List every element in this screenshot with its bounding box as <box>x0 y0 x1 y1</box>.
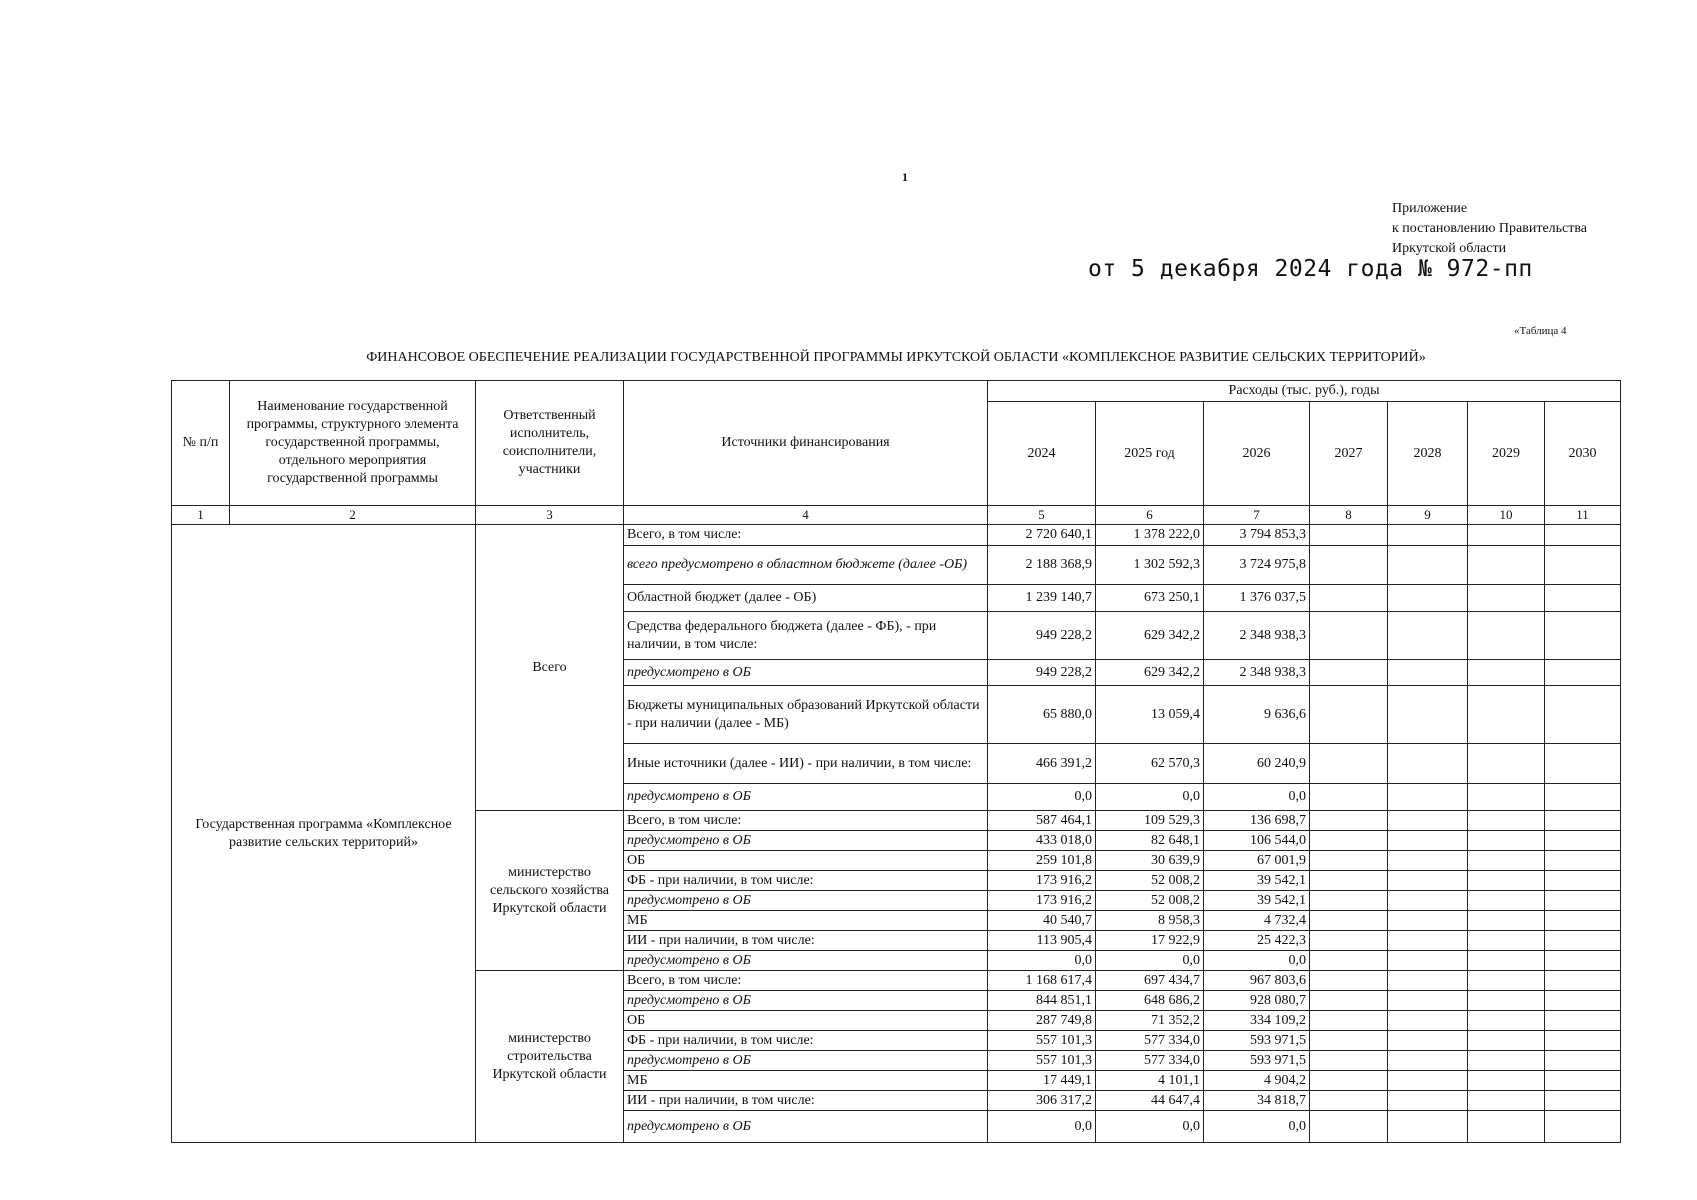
value-2027 <box>1310 585 1388 612</box>
column-number: 7 <box>1204 506 1310 525</box>
source-cell: Областной бюджет (далее - ОБ) <box>624 585 988 612</box>
executor-cell: Всего <box>476 525 624 811</box>
value-2027 <box>1310 871 1388 891</box>
column-number: 4 <box>624 506 988 525</box>
value-2026: 4 732,4 <box>1204 911 1310 931</box>
value-2026: 2 348 938,3 <box>1204 660 1310 686</box>
value-2028 <box>1388 1011 1468 1031</box>
value-2030 <box>1545 1051 1621 1071</box>
value-2030 <box>1545 991 1621 1011</box>
value-2025: 62 570,3 <box>1096 744 1204 784</box>
value-2028 <box>1388 660 1468 686</box>
value-2030 <box>1545 871 1621 891</box>
value-2030 <box>1545 744 1621 784</box>
value-2026: 593 971,5 <box>1204 1051 1310 1071</box>
source-cell: предусмотрено в ОБ <box>624 991 988 1011</box>
value-2024: 0,0 <box>988 1111 1096 1143</box>
value-2028 <box>1388 686 1468 744</box>
value-2028 <box>1388 971 1468 991</box>
value-2024: 557 101,3 <box>988 1031 1096 1051</box>
header-year: 2025 год <box>1096 402 1204 506</box>
value-2026: 60 240,9 <box>1204 744 1310 784</box>
value-2029 <box>1468 546 1545 585</box>
value-2027 <box>1310 931 1388 951</box>
source-cell: ОБ <box>624 851 988 871</box>
source-cell: ИИ - при наличии, в том числе: <box>624 931 988 951</box>
header-executor: Ответственный исполнитель, соисполнители, участники <box>476 381 624 506</box>
value-2030 <box>1545 546 1621 585</box>
value-2025: 1 302 592,3 <box>1096 546 1204 585</box>
value-2029 <box>1468 971 1545 991</box>
value-2029 <box>1468 525 1545 546</box>
value-2025: 0,0 <box>1096 1111 1204 1143</box>
value-2029 <box>1468 931 1545 951</box>
financing-table <box>171 380 1621 1143</box>
header-year: 2028 <box>1388 402 1468 506</box>
value-2026: 593 971,5 <box>1204 1031 1310 1051</box>
value-2024: 65 880,0 <box>988 686 1096 744</box>
program-name-cell: Государственная программа «Комплексное развитие сельских территорий» <box>172 525 476 1143</box>
appendix-line-1: Приложение <box>1392 201 1468 216</box>
column-number: 11 <box>1545 506 1621 525</box>
source-cell: предусмотрено в ОБ <box>624 784 988 811</box>
value-2030 <box>1545 971 1621 991</box>
header-name: Наименование государственной программы, структурного элемента государственной программы, отдельного мероприятия государственной программы <box>230 381 476 506</box>
value-2026: 39 542,1 <box>1204 871 1310 891</box>
value-2030 <box>1545 585 1621 612</box>
value-2026: 334 109,2 <box>1204 1011 1310 1031</box>
source-cell: предусмотрено в ОБ <box>624 1111 988 1143</box>
value-2025: 8 958,3 <box>1096 911 1204 931</box>
value-2029 <box>1468 660 1545 686</box>
executor-cell: министерство сельского хозяйства Иркутской области <box>476 811 624 971</box>
column-number: 9 <box>1388 506 1468 525</box>
value-2025: 648 686,2 <box>1096 991 1204 1011</box>
column-number: 5 <box>988 506 1096 525</box>
value-2028 <box>1388 931 1468 951</box>
value-2025: 44 647,4 <box>1096 1091 1204 1111</box>
value-2027 <box>1310 1011 1388 1031</box>
value-2025: 30 639,9 <box>1096 851 1204 871</box>
value-2030 <box>1545 811 1621 831</box>
value-2027 <box>1310 612 1388 660</box>
value-2029 <box>1468 612 1545 660</box>
value-2027 <box>1310 911 1388 931</box>
value-2029 <box>1468 784 1545 811</box>
table-reference: «Таблица 4 <box>1514 325 1567 337</box>
value-2027 <box>1310 525 1388 546</box>
value-2028 <box>1388 546 1468 585</box>
value-2025: 1 378 222,0 <box>1096 525 1204 546</box>
value-2024: 17 449,1 <box>988 1071 1096 1091</box>
value-2028 <box>1388 525 1468 546</box>
value-2027 <box>1310 660 1388 686</box>
column-number: 8 <box>1310 506 1388 525</box>
value-2027 <box>1310 971 1388 991</box>
value-2024: 306 317,2 <box>988 1091 1096 1111</box>
header-year: 2024 <box>988 402 1096 506</box>
header-num: № п/п <box>172 381 230 506</box>
value-2024: 2 188 368,9 <box>988 546 1096 585</box>
value-2029 <box>1468 1111 1545 1143</box>
value-2030 <box>1545 911 1621 931</box>
value-2027 <box>1310 811 1388 831</box>
value-2027 <box>1310 1071 1388 1091</box>
value-2025: 697 434,7 <box>1096 971 1204 991</box>
value-2028 <box>1388 1091 1468 1111</box>
value-2028 <box>1388 784 1468 811</box>
value-2026: 2 348 938,3 <box>1204 612 1310 660</box>
source-cell: Всего, в том числе: <box>624 811 988 831</box>
value-2030 <box>1545 686 1621 744</box>
decree-date-number: от 5 декабря 2024 года № 972-пп <box>1088 256 1533 282</box>
value-2024: 113 905,4 <box>988 931 1096 951</box>
value-2028 <box>1388 1051 1468 1071</box>
appendix-block <box>1392 199 1587 259</box>
value-2028 <box>1388 911 1468 931</box>
value-2027 <box>1310 851 1388 871</box>
value-2030 <box>1545 1031 1621 1051</box>
value-2028 <box>1388 891 1468 911</box>
source-cell: всего предусмотрено в областном бюджете (далее -ОБ) <box>624 546 988 585</box>
value-2024: 1 168 617,4 <box>988 971 1096 991</box>
value-2029 <box>1468 811 1545 831</box>
value-2027 <box>1310 951 1388 971</box>
value-2026: 106 544,0 <box>1204 831 1310 851</box>
value-2030 <box>1545 1111 1621 1143</box>
value-2026: 25 422,3 <box>1204 931 1310 951</box>
value-2028 <box>1388 1111 1468 1143</box>
value-2026: 967 803,6 <box>1204 971 1310 991</box>
value-2027 <box>1310 1111 1388 1143</box>
value-2030 <box>1545 1091 1621 1111</box>
value-2024: 557 101,3 <box>988 1051 1096 1071</box>
value-2028 <box>1388 585 1468 612</box>
source-cell: предусмотрено в ОБ <box>624 951 988 971</box>
value-2027 <box>1310 546 1388 585</box>
value-2026: 4 904,2 <box>1204 1071 1310 1091</box>
value-2026: 1 376 037,5 <box>1204 585 1310 612</box>
value-2025: 71 352,2 <box>1096 1011 1204 1031</box>
value-2027 <box>1310 1091 1388 1111</box>
value-2029 <box>1468 1071 1545 1091</box>
source-cell: ФБ - при наличии, в том числе: <box>624 871 988 891</box>
value-2027 <box>1310 744 1388 784</box>
value-2028 <box>1388 831 1468 851</box>
value-2024: 287 749,8 <box>988 1011 1096 1031</box>
value-2024: 587 464,1 <box>988 811 1096 831</box>
source-cell: ИИ - при наличии, в том числе: <box>624 1091 988 1111</box>
value-2027 <box>1310 784 1388 811</box>
value-2028 <box>1388 951 1468 971</box>
value-2028 <box>1388 811 1468 831</box>
value-2025: 0,0 <box>1096 784 1204 811</box>
value-2027 <box>1310 1051 1388 1071</box>
value-2029 <box>1468 851 1545 871</box>
value-2028 <box>1388 851 1468 871</box>
value-2028 <box>1388 744 1468 784</box>
value-2025: 17 922,9 <box>1096 931 1204 951</box>
value-2024: 40 540,7 <box>988 911 1096 931</box>
value-2030 <box>1545 660 1621 686</box>
header-year: 2026 <box>1204 402 1310 506</box>
value-2026: 34 818,7 <box>1204 1091 1310 1111</box>
source-cell: МБ <box>624 1071 988 1091</box>
value-2029 <box>1468 585 1545 612</box>
page-number: 1 <box>902 170 908 184</box>
value-2030 <box>1545 931 1621 951</box>
value-2029 <box>1468 871 1545 891</box>
value-2030 <box>1545 1071 1621 1091</box>
column-number: 10 <box>1468 506 1545 525</box>
value-2026: 67 001,9 <box>1204 851 1310 871</box>
value-2029 <box>1468 951 1545 971</box>
value-2024: 949 228,2 <box>988 612 1096 660</box>
appendix-line-2: к постановлению Правительства <box>1392 221 1588 236</box>
header-sources: Источники финансирования <box>624 381 988 506</box>
value-2027 <box>1310 991 1388 1011</box>
value-2024: 259 101,8 <box>988 851 1096 871</box>
value-2030 <box>1545 831 1621 851</box>
value-2024: 844 851,1 <box>988 991 1096 1011</box>
value-2030 <box>1545 525 1621 546</box>
value-2029 <box>1468 891 1545 911</box>
value-2025: 52 008,2 <box>1096 871 1204 891</box>
source-cell: предусмотрено в ОБ <box>624 891 988 911</box>
value-2026: 9 636,6 <box>1204 686 1310 744</box>
value-2029 <box>1468 744 1545 784</box>
value-2029 <box>1468 1011 1545 1031</box>
value-2024: 466 391,2 <box>988 744 1096 784</box>
value-2028 <box>1388 612 1468 660</box>
value-2024: 949 228,2 <box>988 660 1096 686</box>
value-2030 <box>1545 784 1621 811</box>
source-cell: предусмотрено в ОБ <box>624 660 988 686</box>
column-number: 6 <box>1096 506 1204 525</box>
value-2030 <box>1545 951 1621 971</box>
appendix-line-3: Иркутской области <box>1392 241 1507 256</box>
value-2025: 109 529,3 <box>1096 811 1204 831</box>
value-2026: 928 080,7 <box>1204 991 1310 1011</box>
table-row <box>172 525 1621 546</box>
source-cell: Средства федерального бюджета (далее - ФБ), - при наличии, в том числе: <box>624 612 988 660</box>
value-2029 <box>1468 686 1545 744</box>
value-2025: 673 250,1 <box>1096 585 1204 612</box>
value-2030 <box>1545 1011 1621 1031</box>
source-cell: ОБ <box>624 1011 988 1031</box>
value-2025: 577 334,0 <box>1096 1051 1204 1071</box>
value-2025: 52 008,2 <box>1096 891 1204 911</box>
value-2029 <box>1468 1051 1545 1071</box>
value-2030 <box>1545 891 1621 911</box>
source-cell: предусмотрено в ОБ <box>624 1051 988 1071</box>
header-year: 2030 <box>1545 402 1621 506</box>
table-header <box>172 381 1621 525</box>
value-2024: 1 239 140,7 <box>988 585 1096 612</box>
header-year: 2029 <box>1468 402 1545 506</box>
value-2026: 0,0 <box>1204 784 1310 811</box>
value-2026: 0,0 <box>1204 1111 1310 1143</box>
value-2025: 13 059,4 <box>1096 686 1204 744</box>
value-2025: 629 342,2 <box>1096 612 1204 660</box>
column-number-row <box>172 506 1621 525</box>
value-2024: 0,0 <box>988 951 1096 971</box>
value-2027 <box>1310 891 1388 911</box>
table-body <box>172 525 1621 1143</box>
value-2027 <box>1310 1031 1388 1051</box>
source-cell: Всего, в том числе: <box>624 971 988 991</box>
value-2029 <box>1468 991 1545 1011</box>
value-2029 <box>1468 1031 1545 1051</box>
value-2029 <box>1468 911 1545 931</box>
value-2028 <box>1388 1071 1468 1091</box>
value-2027 <box>1310 831 1388 851</box>
value-2024: 173 916,2 <box>988 891 1096 911</box>
value-2025: 0,0 <box>1096 951 1204 971</box>
value-2024: 433 018,0 <box>988 831 1096 851</box>
value-2027 <box>1310 686 1388 744</box>
source-cell: ФБ - при наличии, в том числе: <box>624 1031 988 1051</box>
value-2030 <box>1545 851 1621 871</box>
value-2024: 2 720 640,1 <box>988 525 1096 546</box>
value-2030 <box>1545 612 1621 660</box>
value-2025: 577 334,0 <box>1096 1031 1204 1051</box>
value-2025: 4 101,1 <box>1096 1071 1204 1091</box>
value-2028 <box>1388 1031 1468 1051</box>
column-number: 3 <box>476 506 624 525</box>
source-cell: предусмотрено в ОБ <box>624 831 988 851</box>
source-cell: МБ <box>624 911 988 931</box>
executor-cell: министерство строительства Иркутской области <box>476 971 624 1143</box>
value-2029 <box>1468 831 1545 851</box>
source-cell: Всего, в том числе: <box>624 525 988 546</box>
header-expenses: Расходы (тыс. руб.), годы <box>988 381 1621 402</box>
document-title: ФИНАНСОВОЕ ОБЕСПЕЧЕНИЕ РЕАЛИЗАЦИИ ГОСУДАРСТВЕННОЙ ПРОГРАММЫ ИРКУТСКОЙ ОБЛАСТИ «КОМПЛЕКСНОЕ РАЗВИТИЕ СЕЛЬСКИХ ТЕРРИТОРИЙ» <box>366 350 1426 365</box>
value-2025: 629 342,2 <box>1096 660 1204 686</box>
column-number: 1 <box>172 506 230 525</box>
value-2026: 136 698,7 <box>1204 811 1310 831</box>
column-number: 2 <box>230 506 476 525</box>
value-2026: 39 542,1 <box>1204 891 1310 911</box>
value-2024: 0,0 <box>988 784 1096 811</box>
source-cell: Иные источники (далее - ИИ) - при наличии, в том числе: <box>624 744 988 784</box>
value-2028 <box>1388 991 1468 1011</box>
header-year: 2027 <box>1310 402 1388 506</box>
source-cell: Бюджеты муниципальных образований Иркутской области - при наличии (далее - МБ) <box>624 686 988 744</box>
value-2028 <box>1388 871 1468 891</box>
value-2024: 173 916,2 <box>988 871 1096 891</box>
value-2029 <box>1468 1091 1545 1111</box>
value-2026: 0,0 <box>1204 951 1310 971</box>
value-2026: 3 724 975,8 <box>1204 546 1310 585</box>
value-2025: 82 648,1 <box>1096 831 1204 851</box>
value-2026: 3 794 853,3 <box>1204 525 1310 546</box>
